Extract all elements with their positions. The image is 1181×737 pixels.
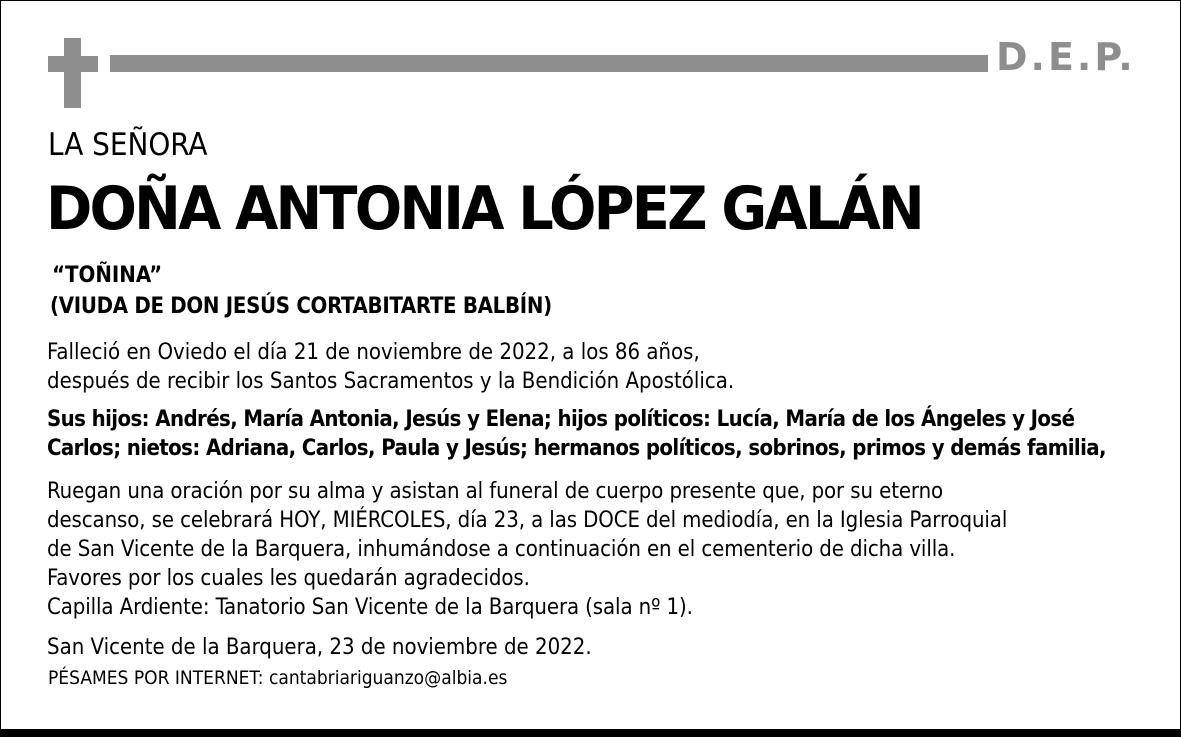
funeral-line: Capilla Ardiente: Tanatorio San Vicente de la Barquera (sala nº 1). [47, 595, 693, 620]
family-line: Carlos; nietos: Adriana, Carlos, Paula y Jesús; hermanos políticos, sobrinos, primos y demás familia, [47, 436, 1106, 461]
funeral-line: de San Vicente de la Barquera, inhumándose a continuación en el cementerio de dicha villa. [47, 537, 956, 562]
cross-icon [48, 38, 98, 108]
place-date: San Vicente de la Barquera, 23 de noviembre de 2022. [47, 635, 592, 660]
death-notice-line: después de recibir los Santos Sacramentos y la Bendición Apostólica. [47, 369, 735, 394]
internet-condolences: PÉSAMES POR INTERNET: cantabriariguanzo@albia.es [48, 667, 508, 689]
death-notice-line: Falleció en Oviedo el día 21 de noviembre de 2022, a los 86 años, [47, 340, 700, 365]
family-line: Sus hijos: Andrés, María Antonia, Jesús y Elena; hijos políticos: Lucía, María de los Ángeles y José [47, 407, 1075, 432]
dep-label: D.E.P. [996, 35, 1136, 79]
funeral-line: Favores por los cuales les quedarán agradecidos. [47, 566, 530, 591]
deceased-name: DOÑA ANTONIA LÓPEZ GALÁN [46, 174, 922, 244]
nickname: “TOÑINA” [52, 263, 163, 288]
funeral-details [47, 477, 1007, 622]
bottom-rule [0, 729, 1181, 737]
death-notice [47, 338, 734, 396]
funeral-line: Ruegan una oración por su alma y asistan al funeral de cuerpo presente que, por su eterno [47, 479, 944, 504]
funeral-line: descanso, se celebrará HOY, MIÉRCOLES, día 23, a las DOCE del mediodía, en la Iglesia Parroquial [47, 508, 1008, 533]
title-prefix: LA SEÑORA [48, 127, 208, 163]
family-list [47, 405, 1106, 463]
header-rule [110, 55, 988, 72]
widow-line: (VIUDA DE DON JESÚS CORTABITARTE BALBÍN) [50, 294, 552, 319]
